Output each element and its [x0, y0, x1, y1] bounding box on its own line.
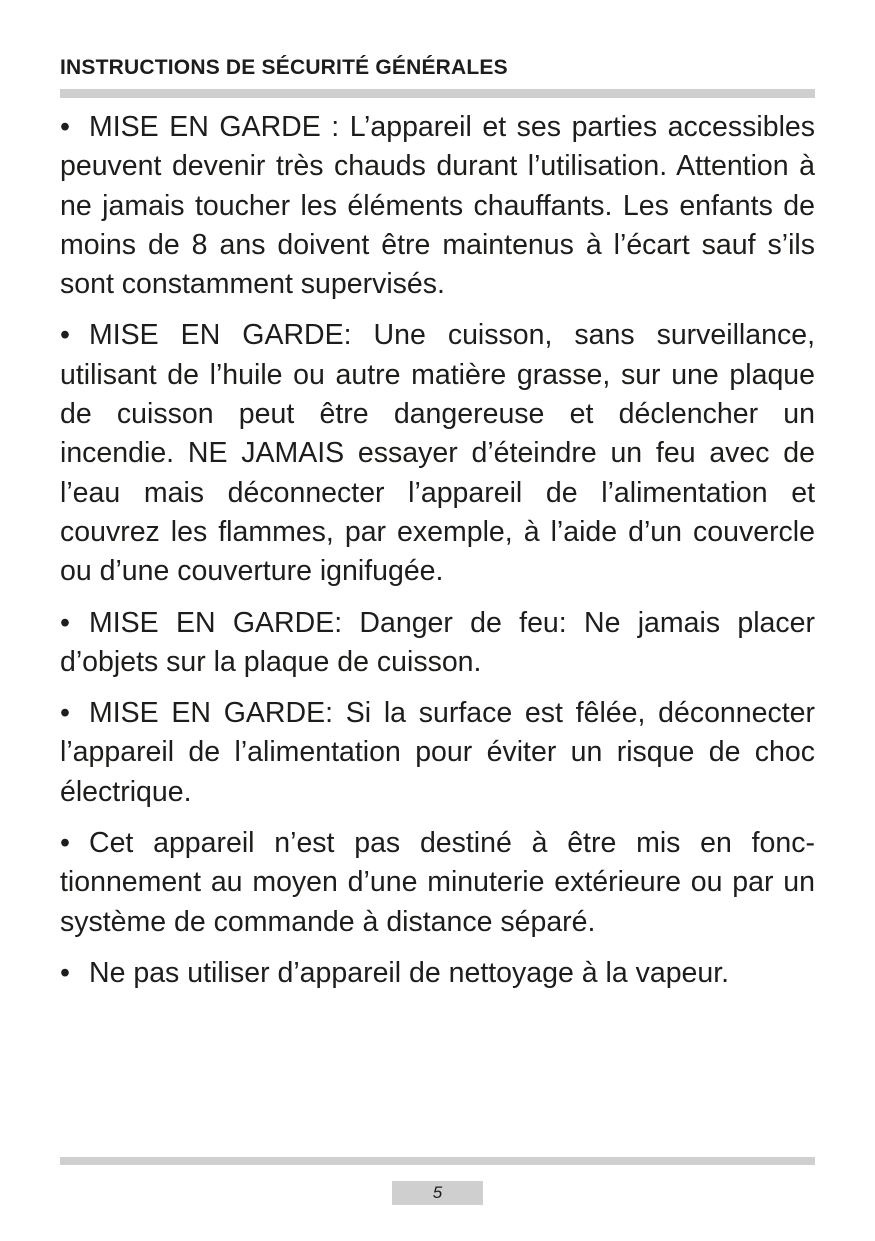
footer-divider: [60, 1157, 815, 1165]
safety-item-text: MISE EN GARDE: Si la surface est fêlée, déconnecter l’appareil de l’alimentation pour éviter un risque de choc électrique.: [60, 697, 815, 808]
bullet-icon: •: [60, 697, 70, 730]
safety-instructions-list: [60, 108, 815, 1005]
page-header-title: INSTRUCTIONS DE SÉCURITÉ GÉNÉRALES: [60, 56, 508, 79]
bullet-icon: •: [60, 606, 70, 639]
safety-item: [60, 108, 815, 304]
safety-item: [60, 694, 815, 812]
safety-item-text: Cet appareil n’est pas destiné à être mis en fonctionnement au moyen d’une minuterie extérieure ou par un système de commande à distance séparé.: [60, 827, 815, 938]
bullet-icon: •: [60, 827, 70, 860]
safety-item: [60, 954, 815, 993]
safety-item-text: MISE EN GARDE: Une cuisson, sans surveillance, utilisant de l’huile ou autre matière grasse, sur une plaque de cuisson peut être dangereuse et déclencher un incendie. NE JAMAIS essayer d’éteindre un feu avec de l’eau mais déconnecter l’appareil de l’alimentation et couvrez les flammes, par exemple, à l’aide d’un couvercle ou d’une couverture ignifugée.: [60, 319, 815, 588]
bullet-icon: •: [60, 111, 70, 143]
safety-item-text: Ne pas utiliser d’appareil de nettoyage à la vapeur.: [89, 956, 730, 989]
page-number: 5: [392, 1181, 483, 1205]
safety-item: [60, 824, 815, 942]
bullet-icon: •: [60, 956, 70, 989]
safety-item: [60, 316, 815, 591]
safety-item: [60, 604, 815, 683]
safety-item-text: MISE EN GARDE: Danger de feu: Ne jamais placer d’objets sur la plaque de cuisson.: [60, 606, 815, 678]
header-divider: [60, 89, 815, 98]
bullet-icon: •: [60, 319, 70, 352]
safety-item-text: MISE EN GARDE : L’appareil et ses parties accessibles peuvent devenir très chauds durant l’utilisation. Attention à ne jamais toucher les éléments chauffants. Les enfants de moins de 8 ans doivent être maintenus à l’écart sauf s’ils sont constamment supervisés.: [60, 111, 815, 301]
